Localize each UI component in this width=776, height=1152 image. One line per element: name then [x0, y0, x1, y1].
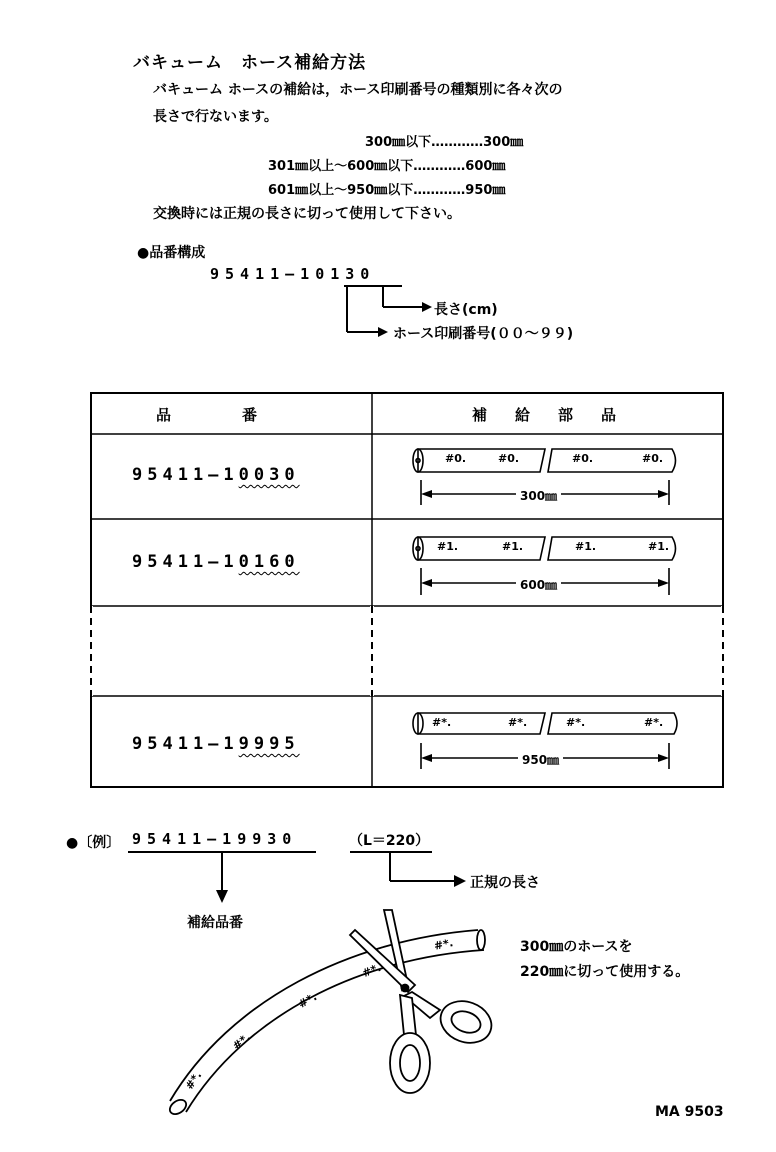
- page-title: バキューム ホース補給方法: [133, 53, 367, 73]
- length-rule-2: 301㎜以上～600㎜以下…………600㎜: [268, 159, 506, 174]
- table-frame: [91, 393, 723, 787]
- example-supply-part-label: 補給品番: [187, 915, 243, 931]
- composition-title: ●品番構成: [137, 245, 206, 261]
- curved-hose: [167, 930, 485, 1117]
- example-part-no: 95411—19930: [132, 830, 298, 848]
- length-rule-1: 300㎜以下…………300㎜: [365, 135, 524, 150]
- hose-mark: #0.: [498, 452, 520, 465]
- hose-mark: #0.: [445, 452, 467, 465]
- hose-mark: #1.: [575, 540, 597, 553]
- intro-line-2: 長さで行ないます。: [153, 109, 278, 125]
- hose-mark: #*.: [432, 936, 455, 953]
- composition-arrows: [344, 286, 432, 337]
- example-note-line-2: 220㎜に切って使用する。: [520, 964, 690, 980]
- example-note-line-1: 300㎜のホースを: [520, 939, 633, 955]
- table-header-supply-part: 補給部品: [472, 406, 645, 424]
- hose-mark: #0.: [642, 452, 664, 465]
- hose-mark: #*.: [360, 960, 383, 981]
- part-number-row-1: 95411—10030: [132, 465, 300, 485]
- composition-part-no: 95411—10130: [210, 265, 376, 283]
- footer-code: MA 9503: [655, 1104, 724, 1120]
- hose-mark: #*.: [432, 716, 452, 729]
- hose-mark: #*.: [566, 716, 586, 729]
- part-number-row-3: 95411—19995: [132, 734, 300, 754]
- hose-mark: #1.: [502, 540, 524, 553]
- dimension-label: 950㎜: [518, 751, 563, 768]
- hose-mark: #0.: [572, 452, 594, 465]
- hose-mark: #1.: [437, 540, 459, 553]
- length-rule-3: 601㎜以上～950㎜以下…………950㎜: [268, 183, 506, 198]
- example-label: ●〔例〕: [66, 835, 121, 851]
- hose-mark: #*.: [296, 990, 320, 1011]
- composition-print-label: ホース印刷番号(００～９９): [393, 326, 574, 342]
- hose-mark: #*.: [508, 716, 528, 729]
- example-length-value: （L＝220）: [349, 833, 430, 849]
- instruction-text: 交換時には正規の長さに切って使用して下さい。: [153, 206, 461, 222]
- dimension-label: 600㎜: [516, 576, 561, 593]
- composition-length-label: 長さ(cm): [434, 302, 498, 318]
- dimension-label: 300㎜: [516, 487, 561, 504]
- part-number-row-2: 95411—10160: [132, 552, 300, 572]
- hose-mark: #*.: [644, 716, 664, 729]
- table-header-part-no: 品 番: [156, 406, 286, 424]
- hose-mark: #*.: [230, 1030, 254, 1053]
- intro-line-1: バキューム ホースの補給は，ホース印刷番号の種類別に各々次の: [153, 82, 563, 98]
- example-arrows: [128, 852, 466, 903]
- hose-mark: #1.: [648, 540, 670, 553]
- hose-mark: #*.: [182, 1068, 205, 1093]
- example-regular-length-label: 正規の長さ: [470, 875, 540, 891]
